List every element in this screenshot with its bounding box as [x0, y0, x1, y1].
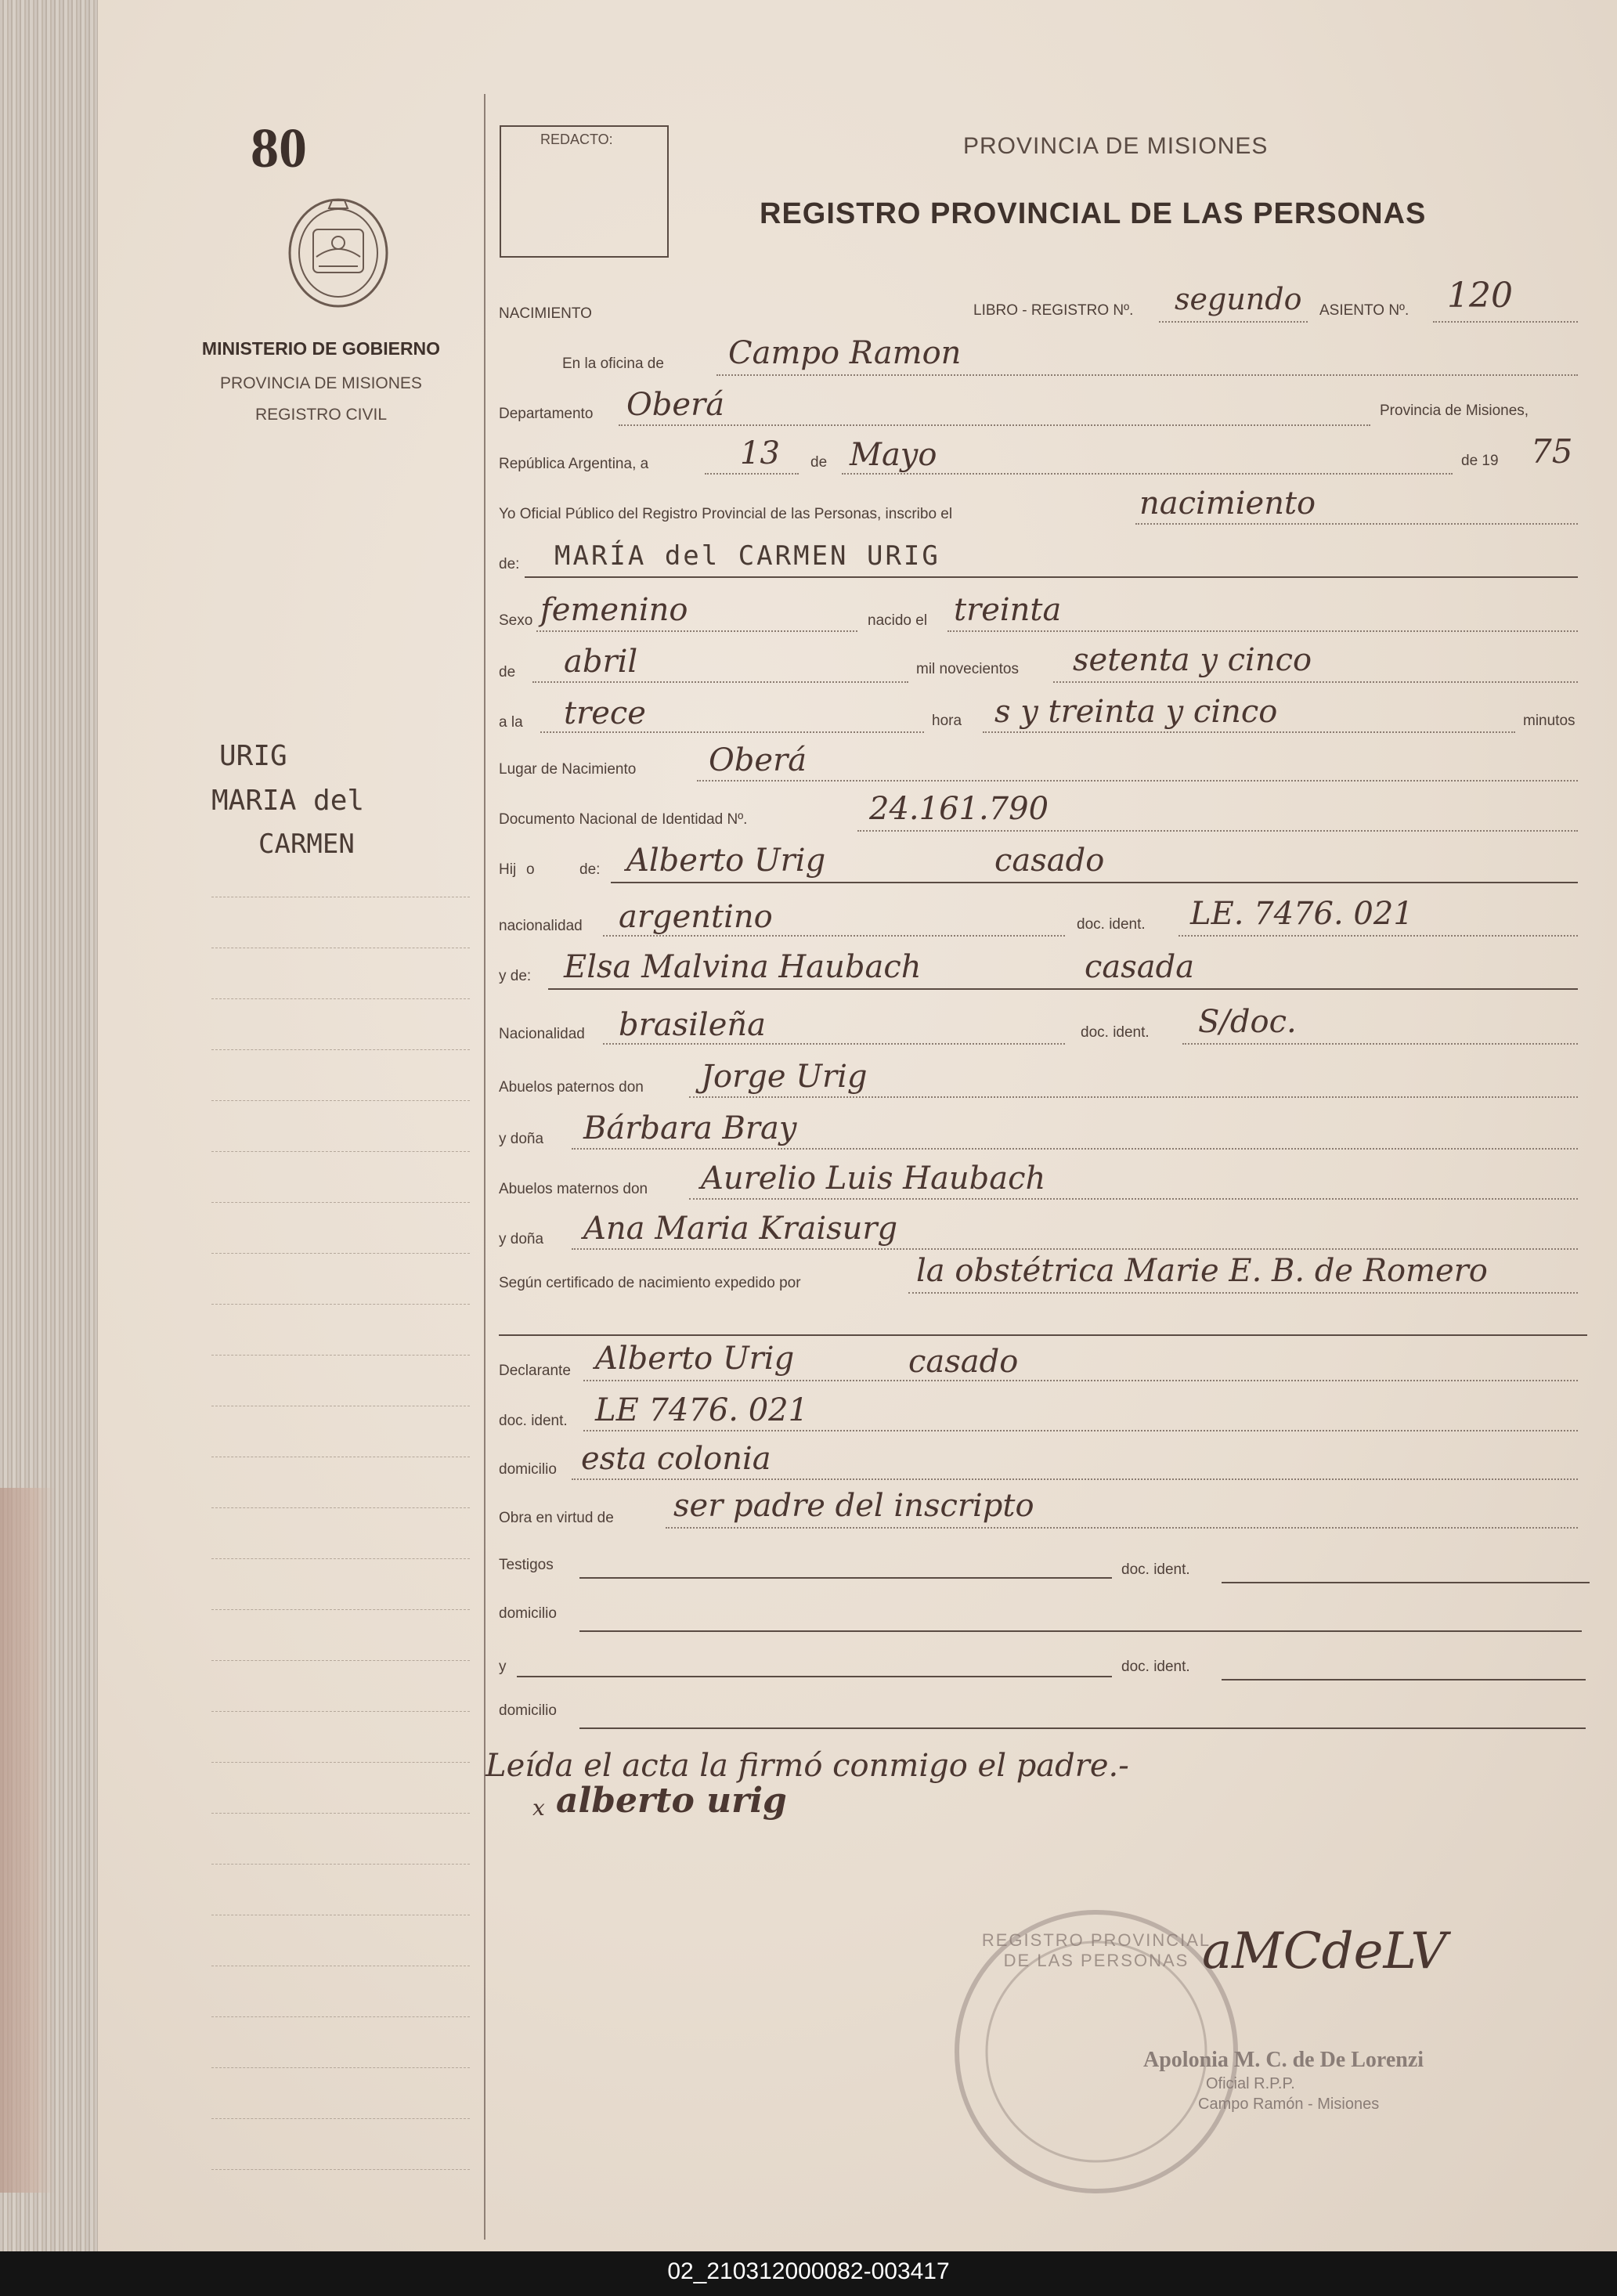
father-doc: LE. 7476. 021	[1190, 896, 1413, 932]
official-role: Oficial R.P.P.	[1206, 2075, 1295, 2092]
doc-label: doc. ident.	[1077, 916, 1146, 933]
dona-label-2: y doña	[499, 1231, 544, 1247]
dotted-line	[689, 1096, 1578, 1098]
folio-number: 80	[251, 117, 307, 179]
paternal-grandmother: Bárbara Bray	[583, 1110, 797, 1146]
born-year: setenta y cinco	[1073, 642, 1312, 678]
office-label: En la oficina de	[562, 356, 664, 372]
witness-domicile-label: domicilio	[499, 1605, 557, 1622]
nationality-label: nacionalidad	[499, 918, 583, 934]
dni-label: Documento Nacional de Identidad Nº.	[499, 811, 748, 828]
solid-line	[579, 1577, 1112, 1579]
margin-rule	[211, 2067, 470, 2068]
solid-line	[1222, 1582, 1590, 1583]
margin-rule	[211, 1100, 470, 1101]
sex-label: Sexo	[499, 612, 533, 629]
name-value: MARÍA del CARMEN URIG	[554, 540, 940, 572]
official-name: Apolonia M. C. de De Lorenzi	[1143, 2048, 1424, 2072]
act-value: nacimiento	[1139, 486, 1316, 522]
margin-annotation-names-2: CARMEN	[258, 829, 355, 860]
solid-line	[499, 1334, 1587, 1336]
coat-of-arms-seal	[283, 194, 393, 312]
dotted-line	[666, 1527, 1578, 1529]
margin-rule	[211, 1202, 470, 1203]
republic-label: República Argentina, a	[499, 456, 649, 472]
official-signature: aMCdeLV	[1202, 1922, 1447, 1980]
margin-rule	[211, 1558, 470, 1559]
dotted-line	[572, 1248, 1578, 1250]
minutes-label: minutos	[1523, 713, 1575, 729]
acts-label: Obra en virtud de	[499, 1510, 614, 1526]
dotted-line	[583, 1380, 1578, 1381]
dotted-line	[572, 1478, 1578, 1480]
stamp-text: REGISTRO PROVINCIAL DE LAS PERSONAS	[981, 1930, 1211, 1970]
declarant-doc-label: doc. ident.	[499, 1413, 568, 1429]
born-month: abril	[564, 644, 638, 680]
year-prefix: de 19	[1461, 453, 1499, 469]
header-title: REGISTRO PROVINCIAL DE LAS PERSONAS	[760, 197, 1427, 230]
month-label: de	[810, 454, 828, 471]
father-status: casado	[994, 843, 1105, 879]
margin-rule	[211, 2169, 470, 2170]
dotted-line	[705, 473, 799, 475]
dotted-line	[1433, 321, 1578, 323]
minutes-value: s y treinta y cinco	[994, 694, 1278, 730]
redacto-label: REDACTO:	[540, 132, 613, 147]
solid-line	[1222, 1679, 1586, 1680]
year-value: 75	[1531, 432, 1573, 471]
margin-rule	[211, 1762, 470, 1763]
margin-rule	[211, 1304, 470, 1305]
father-signature: alberto urig	[556, 1781, 787, 1821]
birthplace-value: Oberá	[709, 742, 807, 778]
child-label: Hij	[499, 861, 517, 878]
acts-value: ser padre del inscripto	[673, 1488, 1034, 1524]
mother-status: casada	[1085, 949, 1195, 985]
dotted-line	[540, 731, 924, 733]
margin-annotation-surname: URIG	[219, 740, 287, 772]
margin-divider	[484, 94, 485, 2240]
page-edge-stain	[0, 1488, 55, 2193]
official-place: Campo Ramón - Misiones	[1198, 2096, 1380, 2113]
dotted-line	[603, 1043, 1065, 1045]
solid-line	[579, 1727, 1586, 1729]
born-label: nacido el	[868, 612, 928, 629]
image-id-caption: 02_210312000082-003417	[667, 2258, 950, 2284]
maternal-label: Abuelos maternos don	[499, 1181, 648, 1197]
witness2-domicile-label: domicilio	[499, 1702, 557, 1719]
declarant-value: Alberto Urig	[595, 1341, 795, 1377]
birthplace-label: Lugar de Nacimiento	[499, 761, 637, 778]
ministry-name: MINISTERIO DE GOBIERNO	[201, 338, 441, 359]
margin-rule	[211, 2016, 470, 2017]
margin-rule	[211, 1151, 470, 1152]
dotted-line	[689, 1198, 1578, 1200]
dotted-line	[536, 630, 857, 632]
maternal-grandmother: Ana Maria Kraisurg	[583, 1211, 898, 1247]
dni-value: 24.161.790	[869, 791, 1049, 827]
hour-value: trece	[564, 695, 646, 731]
mother-doc-label: doc. ident.	[1081, 1024, 1150, 1041]
dotted-line	[716, 374, 1578, 376]
child-of-label: de:	[579, 861, 601, 878]
and-label: y	[499, 1659, 507, 1675]
maternal-grandfather: Aurelio Luis Haubach	[701, 1161, 1046, 1197]
book-label: LIBRO - REGISTRO Nº.	[973, 302, 1134, 319]
margin-rule	[211, 1711, 470, 1712]
entry-label: ASIENTO Nº.	[1319, 302, 1409, 319]
signature-mark: x	[532, 1795, 545, 1821]
solid-line	[579, 1630, 1582, 1632]
dona-label: y doña	[499, 1131, 544, 1147]
paternal-label: Abuelos paternos don	[499, 1079, 644, 1096]
margin-rule	[211, 1609, 470, 1610]
book-value: segundo	[1175, 282, 1302, 316]
domicile-label: domicilio	[499, 1461, 557, 1478]
father-nationality: argentino	[619, 899, 773, 935]
declarant-label: Declarante	[499, 1363, 571, 1379]
witnesses-label: Testigos	[499, 1557, 554, 1573]
hour-word: hora	[932, 713, 962, 729]
dotted-line	[842, 473, 1453, 475]
dotted-line	[603, 935, 1065, 937]
certificate-label: Según certificado de nacimiento expedido por	[499, 1275, 801, 1291]
solid-line	[611, 882, 1578, 883]
official-text: Yo Oficial Público del Registro Provincial de las Personas, inscribo el	[499, 506, 953, 522]
and-of-label: y de:	[499, 968, 532, 984]
solid-line	[525, 576, 1578, 578]
century-label: mil novecientos	[916, 661, 1019, 677]
of-label: de:	[499, 556, 520, 572]
margin-rule	[211, 1864, 470, 1865]
margin-rule	[211, 2118, 470, 2119]
hour-label: a la	[499, 714, 523, 731]
dotted-line	[532, 681, 908, 683]
declarant-doc: LE 7476. 021	[595, 1392, 809, 1428]
mother-nat-label: Nacionalidad	[499, 1026, 585, 1042]
ministry-province: PROVINCIA DE MISIONES	[220, 374, 422, 392]
department-value: Oberá	[626, 387, 725, 423]
closing-note: Leída el acta la firmó conmigo el padre.-	[485, 1748, 1129, 1784]
domicile-value: esta colonia	[581, 1441, 771, 1477]
dotted-line	[583, 1430, 1578, 1431]
margin-rule	[211, 1253, 470, 1254]
solid-line	[548, 988, 1578, 990]
sex-value: femenino	[540, 592, 688, 628]
witness-doc-label: doc. ident.	[1121, 1561, 1190, 1578]
office-value: Campo Ramon	[728, 335, 962, 371]
witness2-doc-label: doc. ident.	[1121, 1659, 1190, 1675]
margin-rule	[211, 1813, 470, 1814]
margin-rule	[211, 1507, 470, 1508]
mother-nationality: brasileña	[619, 1007, 766, 1043]
header-province: PROVINCIA DE MISIONES	[963, 133, 1269, 159]
month-value: Mayo	[850, 437, 937, 473]
ministry-registry: REGISTRO CIVIL	[254, 406, 388, 424]
dotted-line	[908, 1292, 1578, 1294]
margin-rule	[211, 998, 470, 999]
paternal-grandfather: Jorge Urig	[701, 1059, 868, 1095]
department-label: Departamento	[499, 406, 594, 422]
child-suffix: o	[526, 861, 535, 878]
entry-value: 120	[1447, 276, 1513, 316]
declarant-status: casado	[908, 1344, 1019, 1380]
dotted-line	[1135, 523, 1578, 525]
margin-rule	[211, 1660, 470, 1661]
dotted-line	[1178, 935, 1578, 937]
province-suffix: Provincia de Misiones,	[1380, 403, 1529, 419]
margin-rule	[211, 1355, 470, 1356]
margin-rule	[211, 1049, 470, 1050]
mother-value: Elsa Malvina Haubach	[564, 949, 922, 985]
dotted-line	[1159, 321, 1308, 323]
born-month-label: de	[499, 664, 516, 680]
dotted-line	[619, 424, 1370, 426]
dotted-line	[1182, 1043, 1578, 1045]
dotted-line	[572, 1148, 1578, 1150]
born-day: treinta	[954, 592, 1062, 628]
certificate-value: la obstétrica Marie E. B. de Romero	[916, 1253, 1488, 1289]
dotted-line	[947, 630, 1578, 632]
dotted-line	[1053, 681, 1578, 683]
record-type-label: NACIMIENTO	[499, 305, 592, 322]
dotted-line	[697, 780, 1578, 782]
margin-annotation-names: MARIA del	[211, 785, 365, 817]
dotted-line	[857, 830, 1578, 832]
dotted-line	[983, 731, 1515, 733]
solid-line	[517, 1676, 1112, 1677]
day-value: 13	[740, 435, 780, 471]
father-value: Alberto Urig	[626, 843, 826, 879]
mother-doc: S/doc.	[1198, 1004, 1297, 1040]
